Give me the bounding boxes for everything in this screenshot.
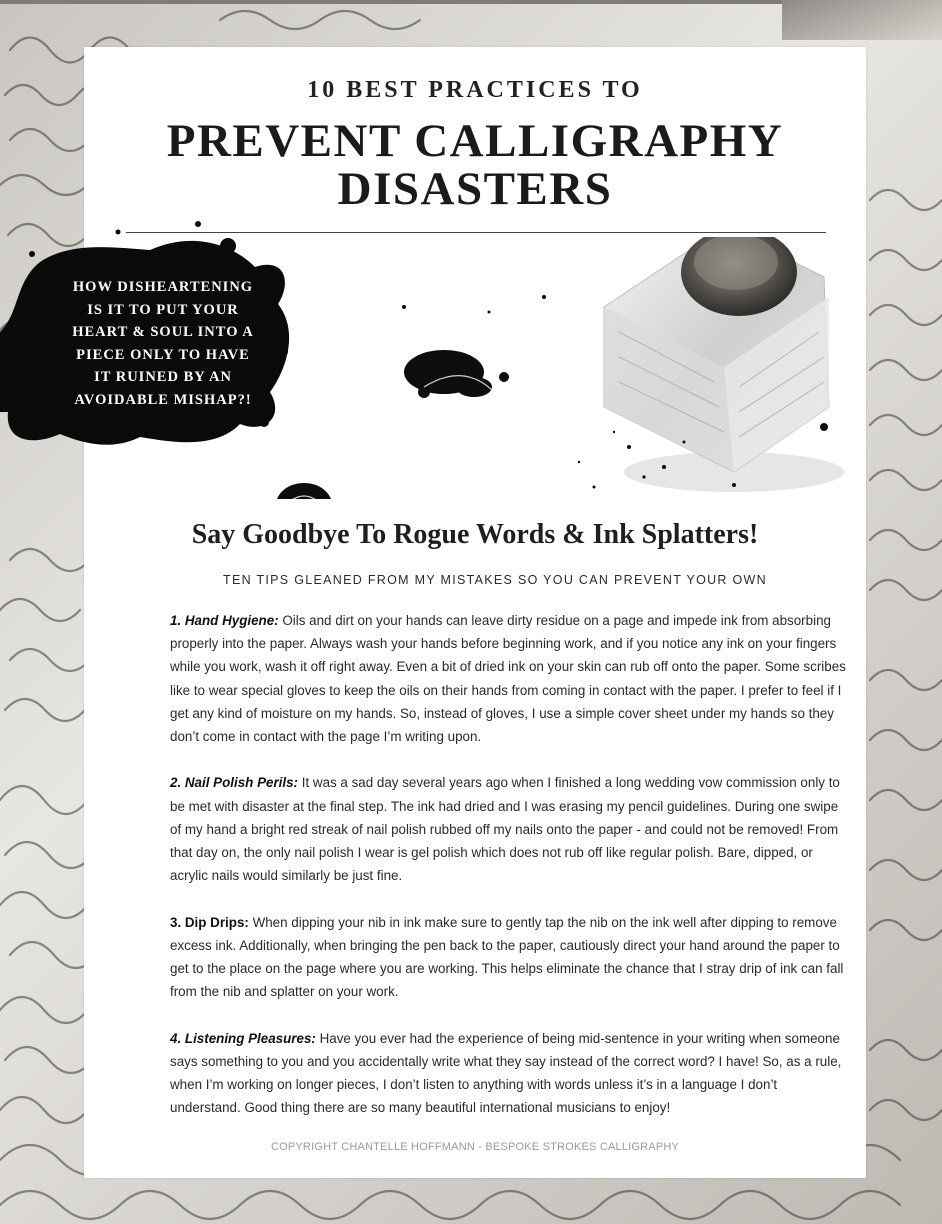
callout-text [54, 276, 272, 411]
page-title [84, 117, 866, 213]
tips-list [170, 609, 850, 1143]
title-line-1: PREVENT CALLIGRAPHY [166, 115, 784, 167]
tip-item-2 [170, 771, 850, 887]
tip-lead: 2. Nail Polish Perils: [170, 775, 299, 791]
tip-lead: 1. Hand Hygiene: [170, 613, 279, 628]
callout-line: IT RUINED BY AN [94, 369, 232, 385]
section-tagline: TEN TIPS GLEANED FROM MY MISTAKES SO YOU CAN PREVENT YOUR OWN [223, 573, 767, 587]
tip-item-3 [170, 911, 850, 1004]
copyright-footer: COPYRIGHT CHANTELLE HOFFMANN - BESPOKE STROKES CALLIGRAPHY [270, 1141, 680, 1153]
tip-body: Have you ever had the experience of being mid-sentence in your writing when someone says something to you and you accidentally write what they say instead of the correct word? I have! So, as a rule, when I’m working on longer pieces, I don’t listen to anything with words unless it’s in a language I don’t understand. Good thing there are so many beautiful international musicians to enjoy! [170, 1030, 842, 1116]
callout-line: IS IT TO PUT YOUR [87, 301, 239, 318]
tip-body: Oils and dirt on your hands can leave dirty residue on a page and impede ink from absorbing properly into the paper. Always wash your hands before beginning work, and if you notice any ink on your fingers while you work, wash it off right away. Even a bit of dried ink on your skin can rub off onto the paper. Some scribes like to wear special gloves to keep the oils on their hands from coming in contact with the paper. I prefer to feel if I get any kind of moisture on my hands. So, instead of gloves, I use a simple cover sheet under my hands so they don’t come in contact with the page I’m writing upon. [170, 613, 846, 745]
callout-line: PIECE ONLY TO HAVE [76, 346, 250, 363]
tip-lead: 3. Dip Drips: [170, 914, 249, 930]
tip-body: When dipping your nib in ink make sure to gently tap the nib on the ink well after dipping to remove excess ink. Additionally, when bringing the pen back to the paper, cautiously direct your hand around the paper to get to the place on the page where you are working. This helps eliminate the chance that I stray drip of ink can fall from the nib and splatter on your work. [170, 914, 844, 1000]
callout-line: HOW DISHEARTENING [72, 279, 254, 295]
section-heading: Say Goodbye To Rogue Words & Ink Splatters! [191, 519, 759, 550]
callout-line: AVOIDABLE MISHAP?! [74, 391, 252, 408]
subheading: 10 BEST PRACTICES TO [307, 77, 643, 103]
ink-splat-callout [0, 212, 300, 462]
tip-lead: 4. Listening Pleasures: [170, 1030, 316, 1046]
callout-line: HEART & SOUL INTO A [72, 324, 254, 340]
title-line-2: DISASTERS [337, 163, 613, 215]
tip-item-4 [170, 1027, 850, 1120]
tip-body: It was a sad day several years ago when I finished a long wedding vow commission only to be met with disaster at the final step. The ink had dried and I was erasing my pencil guidelines. During one swipe of my hand a bright red streak of nail polish rubbed off my nails onto the paper - and could not be removed! From that day on, the only nail polish I wear is gel polish which does not rub off like regular polish. Bare, dipped, or acrylic nails would similarly be just fine. [170, 775, 840, 884]
tip-item-1 [170, 609, 850, 748]
